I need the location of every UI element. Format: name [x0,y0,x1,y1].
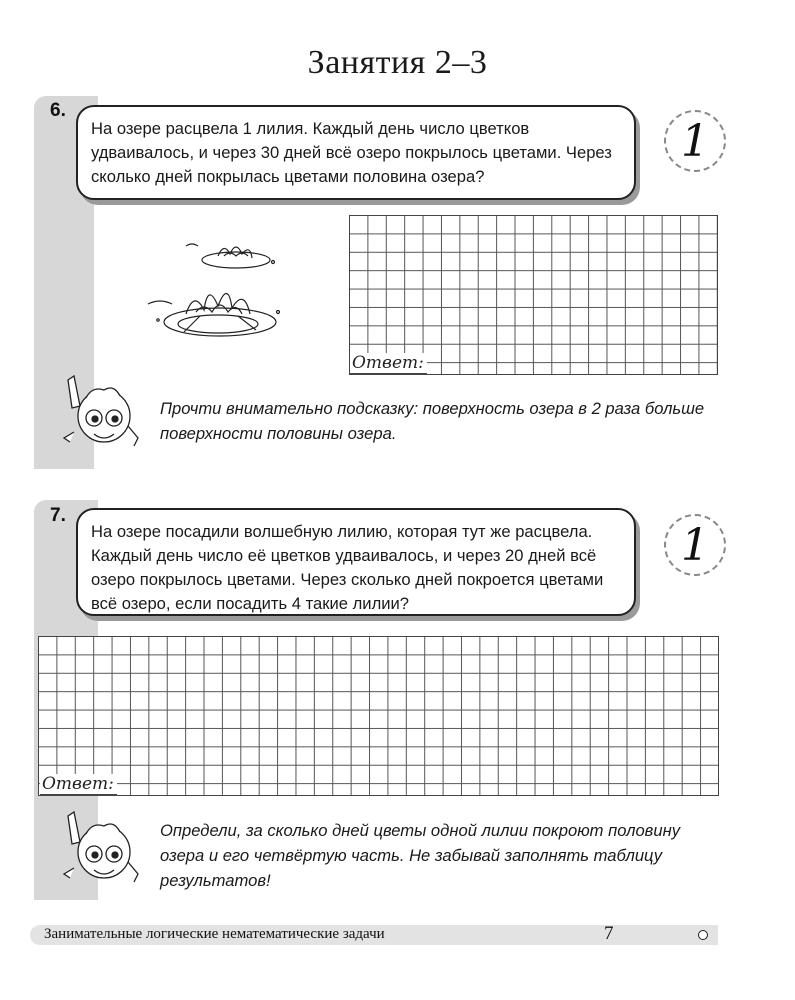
task-6-question [76,105,636,200]
task-7-hint: Определи, за сколько дней цветы одной лилии покроют половину озера и его четвёртую часть. Не забывай заполнять таблицу результатов! [160,821,681,890]
footer-dot-icon [698,930,708,940]
pencil-mascot-icon [54,372,154,462]
task-6-hint: Прочти внимательно подсказку: поверхность озера в 2 раза больше поверхности половины озера. [160,399,705,443]
task-6-number: 6. [50,100,66,121]
task-6-answer-grid[interactable] [349,215,718,375]
page-title: Занятия 2–3 [307,44,488,81]
task-7-question [76,508,636,616]
footer-book-title: Занимательные логические нематематические задачи [44,926,385,942]
task-7-answer-grid[interactable] [38,636,719,796]
task-6-answer-label: Ответ: [350,353,427,374]
water-lily-icon [138,232,298,347]
task-7-answer-label: Ответ: [40,774,117,795]
footer-bar [30,925,718,945]
task-7-question-text: На озере посадили волшебную лилию, которая тут же расцвела. Каждый день число её цветков удваивалось, и через 20 дней всё озеро покрылось цветами. Через сколько дней покроется цветами всё озеро, если посадить 4 такие лилии? [91,522,604,613]
pencil-mascot-icon [54,808,154,898]
task-7-number: 7. [50,505,66,526]
task-7-difficulty: 1 [664,514,726,576]
task-6-difficulty: 1 [664,110,726,172]
page-number: 7 [604,923,614,944]
task-6-question-text: На озере расцвела 1 лилия. Каждый день число цветков удваивалось, и через 30 дней всё озеро покрылось цветами. Через сколько дней покрылась цветами половина озера? [91,119,612,186]
